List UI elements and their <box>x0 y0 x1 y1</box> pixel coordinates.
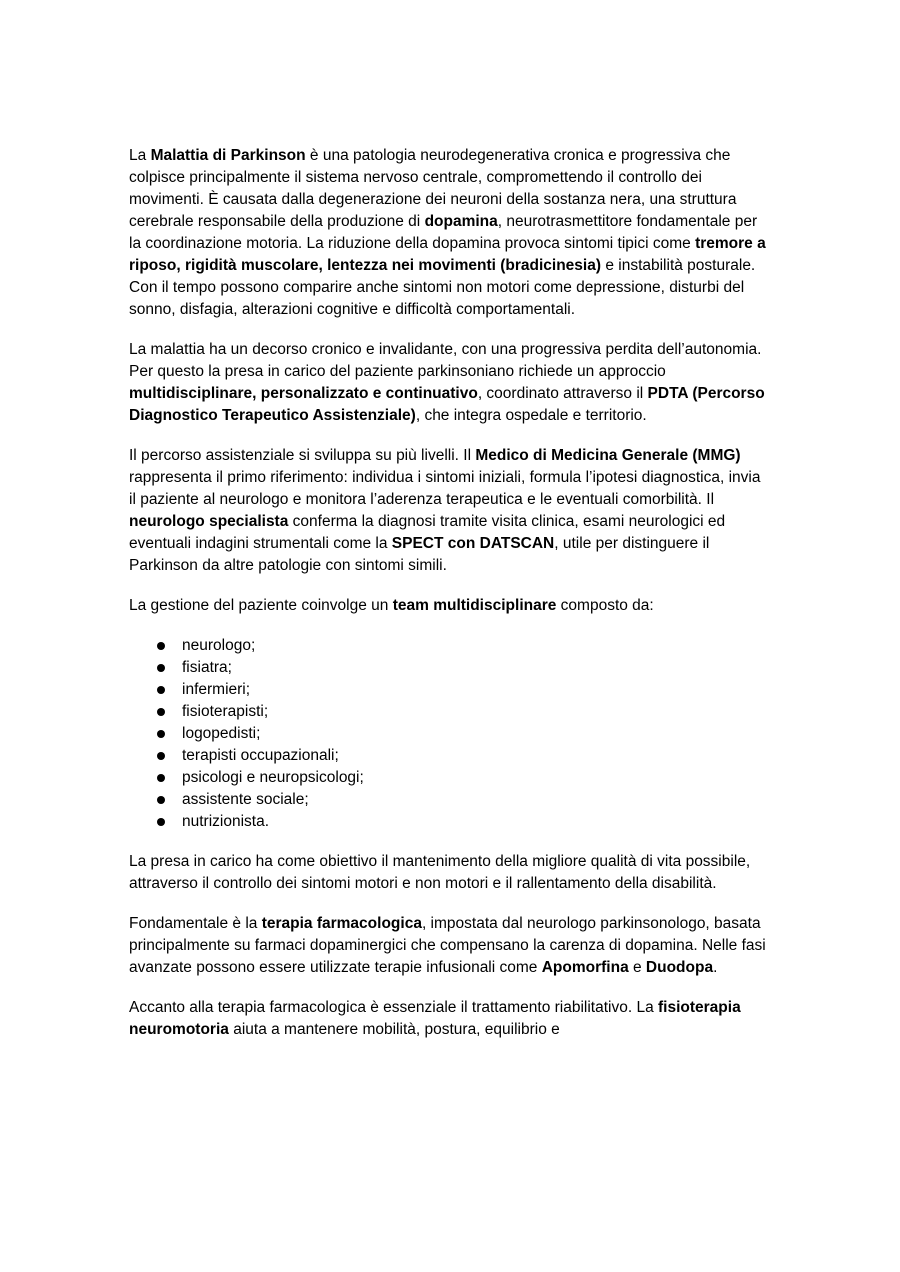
list-item-label: fisioterapisti; <box>182 703 269 720</box>
list-item-label: nutrizionista. <box>182 813 270 830</box>
bold-text: neurologo specialista <box>129 513 289 530</box>
bold-text: team multidisciplinare <box>392 597 557 614</box>
bullet-icon <box>157 708 165 716</box>
bold-text: Duodopa <box>645 959 714 976</box>
bullet-icon <box>157 752 165 760</box>
list-item-label: fisiatra; <box>182 659 232 676</box>
bold-text: Malattia di Parkinson <box>150 147 306 164</box>
list-item <box>129 701 769 723</box>
bullet-icon <box>157 642 165 650</box>
list-item <box>129 745 769 767</box>
bold-text: multidisciplinare, personalizzato e continuativo <box>129 385 478 402</box>
list-item-label: neurologo; <box>182 637 256 654</box>
list-item-label: psicologi e neuropsicologi; <box>182 769 364 786</box>
paragraph <box>129 595 769 617</box>
bold-text: dopamina <box>424 213 498 230</box>
list-item-label: logopedisti; <box>182 725 261 742</box>
list-item-label: assistente sociale; <box>182 791 309 808</box>
bullet-icon <box>157 818 165 826</box>
bold-text: terapia farmacologica <box>261 915 422 932</box>
list-item <box>129 679 769 701</box>
text-run: , che integra ospedale e territorio. <box>415 407 647 424</box>
paragraph <box>129 339 769 427</box>
bullet-icon <box>157 664 165 672</box>
document-body <box>129 145 769 1059</box>
text-run: Il percorso assistenziale si sviluppa su più livelli. Il <box>129 447 476 464</box>
bold-text: Medico di Medicina Generale (MMG) <box>475 447 741 464</box>
text-run: e <box>628 959 646 976</box>
text-run: , coordinato attraverso il <box>477 385 648 402</box>
paragraphs-after-list <box>129 851 769 1041</box>
list-item <box>129 723 769 745</box>
bullet-icon <box>157 730 165 738</box>
paragraph <box>129 851 769 895</box>
text-run: , utile per distinguere il Parkinson da altre patologie con sintomi simili. <box>129 535 710 574</box>
paragraph <box>129 997 769 1041</box>
bold-text: SPECT con DATSCAN <box>391 535 555 552</box>
team-member-list <box>129 635 769 833</box>
list-item <box>129 657 769 679</box>
text-run: e instabilità posturale. Con il tempo possono comparire anche sintomi non motori come depressione, disturbi del sonno, disfagia, alterazioni cognitive e difficoltà comportamentali. <box>129 257 756 318</box>
list-item <box>129 767 769 789</box>
bullet-icon <box>157 796 165 804</box>
text-run: Fondamentale è la <box>129 915 262 932</box>
paragraph <box>129 145 769 321</box>
text-run: La <box>129 147 151 164</box>
text-run: La gestione del paziente coinvolge un <box>129 597 393 614</box>
bold-text: Apomorfina <box>541 959 629 976</box>
bullet-icon <box>157 774 165 782</box>
paragraphs-before-list <box>129 145 769 617</box>
bold-text: fisioterapia neuromotoria <box>129 999 741 1038</box>
text-run: , impostata dal neurologo parkinsonologo, basata principalmente su farmaci dopaminergici che compensano la carenza di dopamina. Nelle fasi avanzate possono essere utilizzate terapie infusionali come <box>129 915 766 976</box>
text-run: . <box>713 959 718 976</box>
list-item <box>129 635 769 657</box>
text-run: conferma la diagnosi tramite visita clinica, esami neurologici ed eventuali indagini strumentali come la <box>129 513 726 552</box>
list-item-label: infermieri; <box>182 681 251 698</box>
text-run: Accanto alla terapia farmacologica è essenziale il trattamento riabilitativo. La <box>129 999 658 1016</box>
text-run: è una patologia neurodegenerativa cronica e progressiva che colpisce principalmente il sistema nervoso centrale, compromettendo il controllo dei movimenti. È causata dalla degenerazione dei neuroni della sostanza nera, una struttura cerebrale responsabile della produzione di <box>129 147 737 230</box>
list-item <box>129 789 769 811</box>
text-run: , neurotrasmettitore fondamentale per la coordinazione motoria. La riduzione della dopamina provoca sintomi tipici come <box>129 213 758 252</box>
text-run: composto da: <box>556 597 654 614</box>
text-run: aiuta a mantenere mobilità, postura, equilibrio e <box>228 1021 560 1038</box>
list-item-label: terapisti occupazionali; <box>182 747 339 764</box>
bullet-icon <box>157 686 165 694</box>
paragraph <box>129 913 769 979</box>
paragraph <box>129 445 769 577</box>
list-item <box>129 811 769 833</box>
text-run: La malattia ha un decorso cronico e invalidante, con una progressiva perdita dell’autonomia. Per questo la presa in carico del paziente parkinsoniano richiede un approccio <box>129 341 762 380</box>
bold-text: PDTA (Percorso Diagnostico Terapeutico Assistenziale) <box>129 385 765 424</box>
text-run: rappresenta il primo riferimento: individua i sintomi iniziali, formula l’ipotesi diagnostica, invia il paziente al neurologo e monitora l’aderenza terapeutica e le eventuali comorbilità. Il <box>129 469 761 508</box>
text-run: La presa in carico ha come obiettivo il mantenimento della migliore qualità di vita possibile, attraverso il controllo dei sintomi motori e non motori e il rallentamento della disabilità. <box>129 853 751 892</box>
bold-text: tremore a riposo, rigidità muscolare, lentezza nei movimenti (bradicinesia) <box>129 235 766 274</box>
